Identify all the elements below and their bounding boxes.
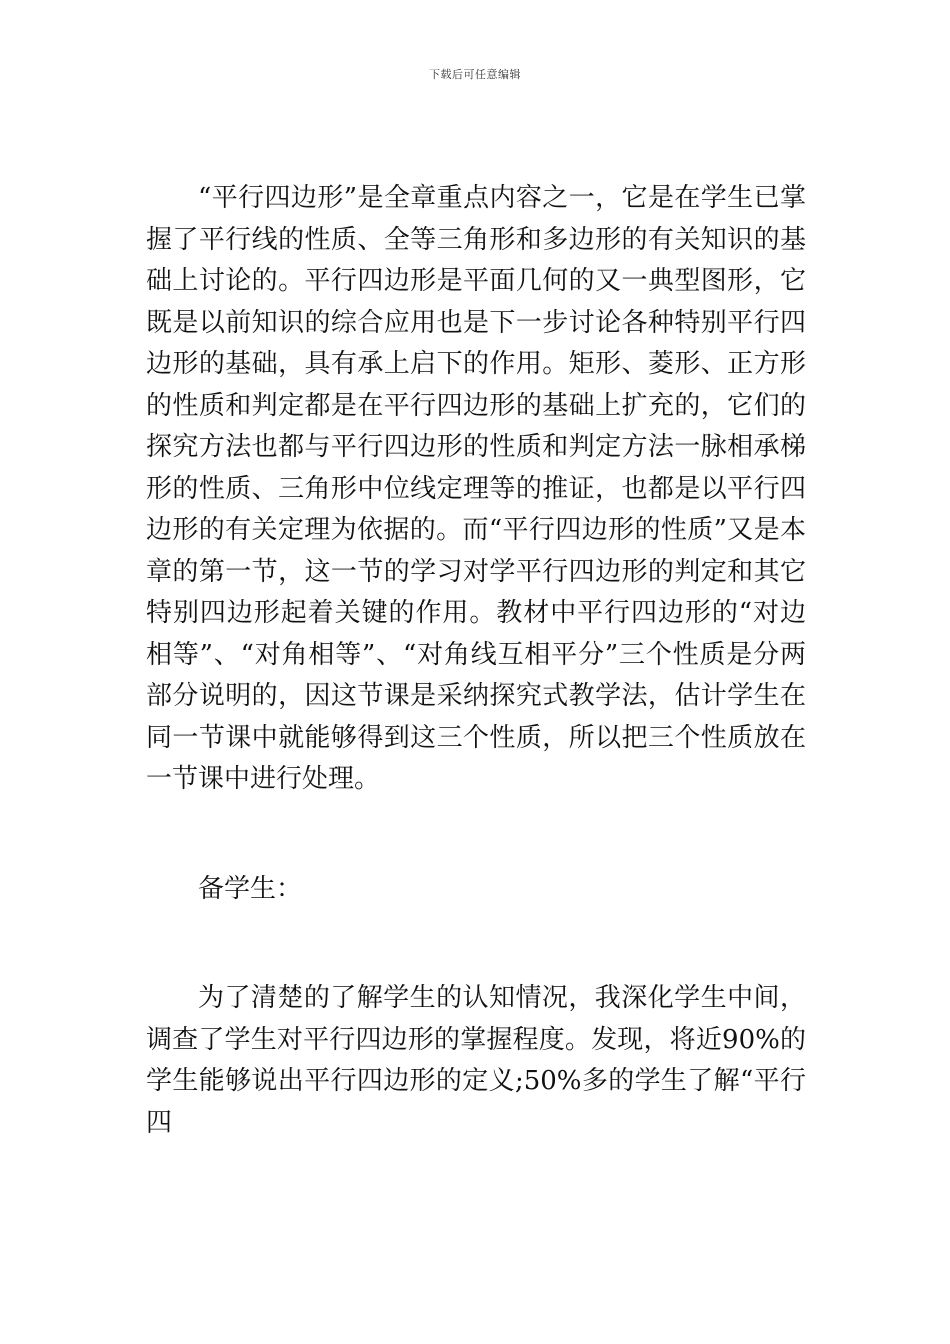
page-header: 下载后可任意编辑 <box>429 68 521 81</box>
paragraph-spacer <box>146 910 806 978</box>
section-heading-students: 备学生： <box>198 873 303 904</box>
paragraph-spacer <box>146 801 806 869</box>
paragraph-textbook-analysis: “平行四边形”是全章重点内容之一，它是在学生已掌握了平行线的性质、全等三角形和多边形的有关知识的基础上讨论的。平行四边形是平面几何的又一典型图形，它既是以前知识的综合应用也是下一步讨论各种特别平行四边形的基础，具有承上启下的作用。矩形、菱形、正方形的性质和判定都是在平行四边形的基础上扩充的，它们的探究方法也都与平行四边形的性质和判定方法一脉相承梯形的性质、三角形中位线定理等的推证，也都是以平行四边形的有关定理为依据的。而“平行四边形的性质”又是本章的第一节，这一节的学习对学平行四边形的判定和其它特别四边形起着关键的作用。教材中平行四边形的“对边相等”、“对角相等”、“对角线互相平分”三个性质是分两部分说明的，因这节课是采纳探究式教学法，估计学生在同一节课中就能够得到这三个性质，所以把三个性质放在一节课中进行处理。 <box>146 183 806 794</box>
paragraph-student-survey: 为了清楚的了解学生的认知情况，我深化学生中间，调查了学生对平行四边形的掌握程度。发现，将近90%的学生能够说出平行四边形的定义;50%多的学生了解“平行四 <box>146 983 806 1138</box>
document-body <box>146 178 806 1144</box>
